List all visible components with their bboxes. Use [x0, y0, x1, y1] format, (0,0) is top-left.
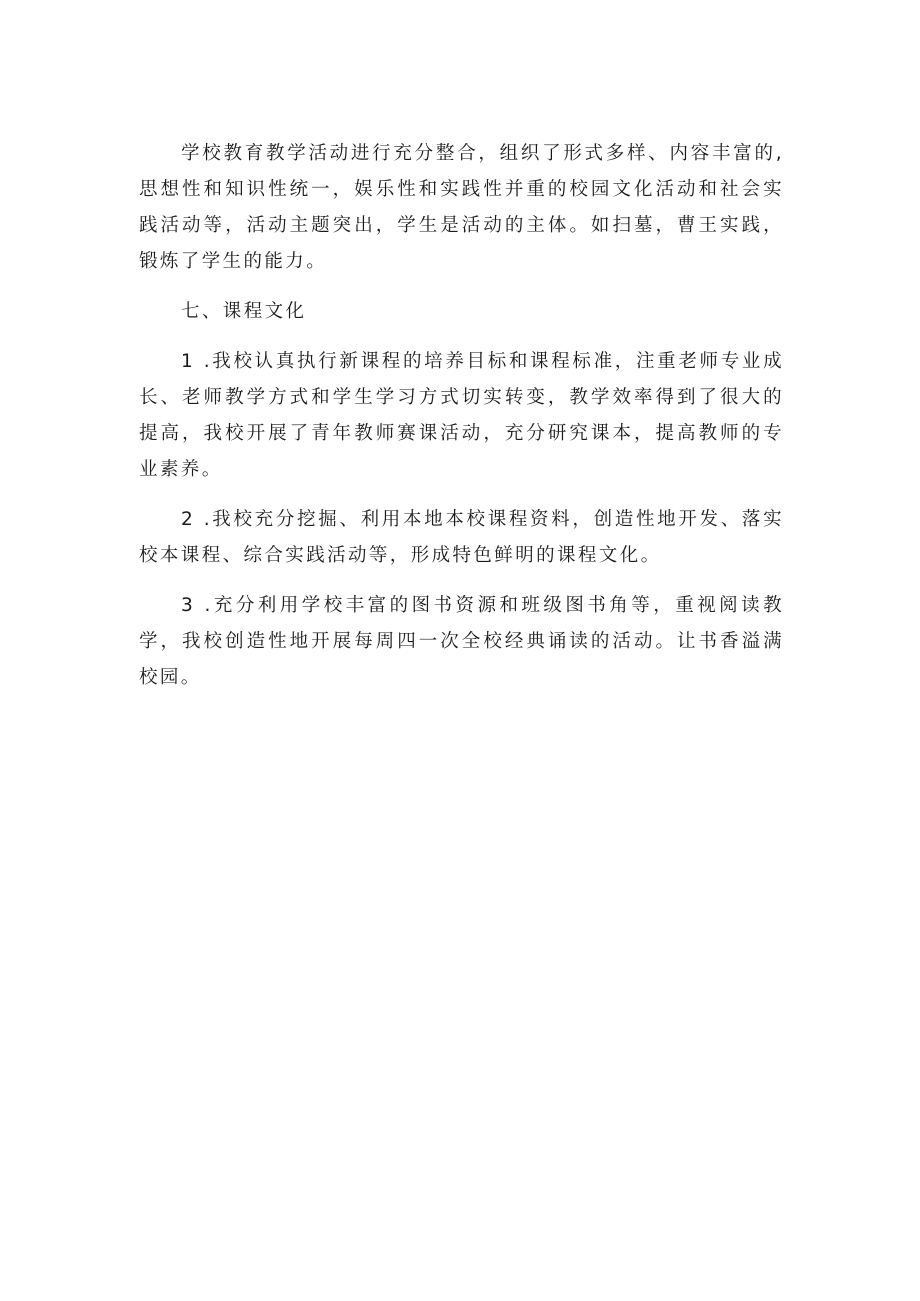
list-item-1: 1 .我校认真执行新课程的培养目标和课程标准，注重老师专业成长、老师教学方式和学生学习方式切实转变，教学效率得到了很大的提高，我校开展了青年教师赛课活动，充分研究课本，提高教师的专业素养。: [139, 351, 784, 480]
list-item-2: 2 .我校充分挖掘、利用本地本校课程资料，创造性地开发、落实校本课程、综合实践活动等，形成特色鲜明的课程文化。: [139, 509, 784, 566]
intro-paragraph: 学校教育教学活动进行充分整合，组织了形式多样、内容丰富的,思想性和知识性统一，娱乐性和实践性并重的校园文化活动和社会实践活动等，活动主题突出，学生是活动的主体。如扫墓，曹王实践，锻炼了学生的能力。: [139, 143, 784, 272]
section-heading: 七、课程文化: [181, 301, 307, 322]
document-body: [139, 136, 784, 710]
list-item-3: 3 .充分利用学校丰富的图书资源和班级图书角等，重视阅读教学，我校创造性地开展每周四一次全校经典诵读的活动。让书香溢满校园。: [139, 595, 784, 688]
